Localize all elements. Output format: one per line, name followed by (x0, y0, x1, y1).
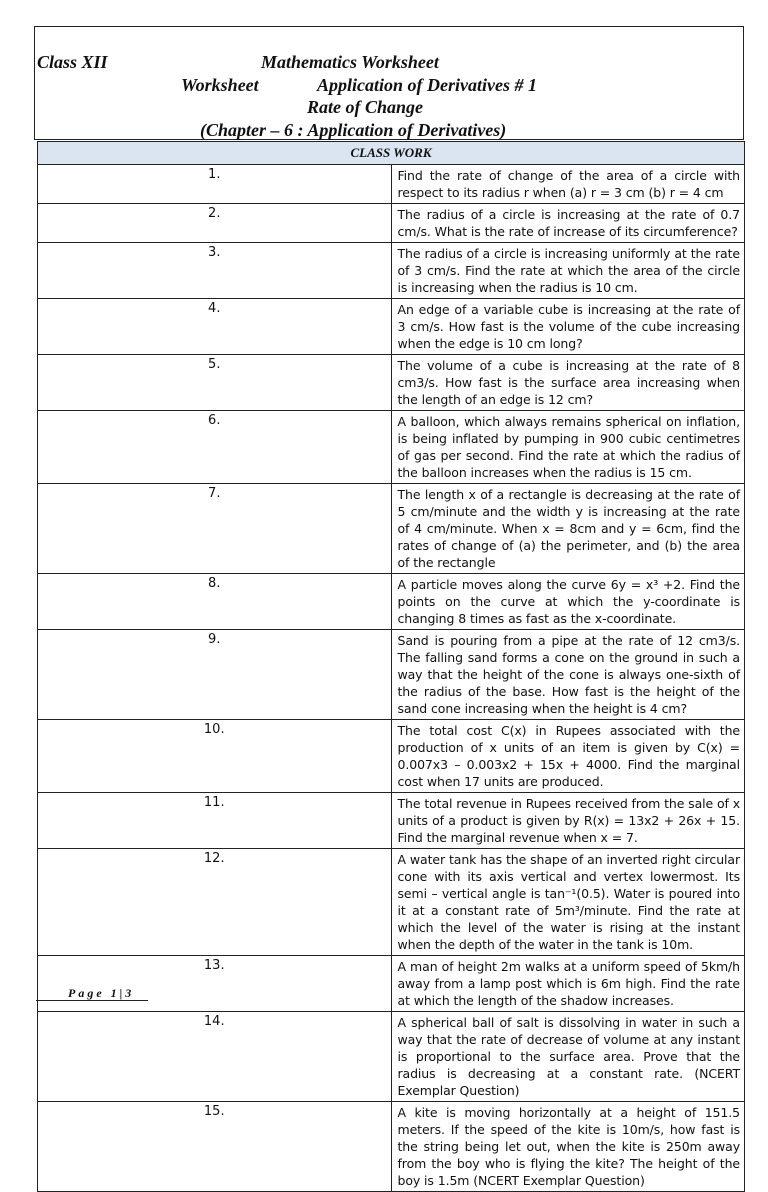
question-text: A particle moves along the curve 6y = x³ +2. Find the points on the curve at which the y-coordinate is changing 8 times as fast as the x-coordinate. (391, 574, 745, 630)
chapter-title: (Chapter – 6 : Application of Derivatives) (200, 120, 507, 140)
question-text: The length x of a rectangle is decreasing at the rate of 5 cm/minute and the width y is increasing at the rate of 4 cm/minute. When x = 8cm and y = 6cm, find the rates of change of (a) the perimeter, and (b) the area of the rectangle (391, 484, 745, 574)
question-number: 6. (38, 411, 392, 484)
questions-table (37, 141, 745, 1192)
worksheet-title: Mathematics Worksheet (261, 52, 439, 72)
question-row (38, 574, 745, 630)
worksheet-label: Worksheet (181, 75, 259, 95)
topic-title: Rate of Change (307, 97, 424, 117)
question-number: 10. (38, 720, 392, 793)
question-text: A kite is moving horizontally at a height of 151.5 meters. If the speed of the kite is 10m/s, how fast is the string being let out, when the kite is 250m away from the boy who is flying the kite? The height of the boy is 1.5m (NCERT Exemplar Question) (391, 1102, 745, 1192)
question-row (38, 1102, 745, 1192)
question-text: The volume of a cube is increasing at the rate of 8 cm3/s. How fast is the surface area increasing when the length of an edge is 12 cm? (391, 355, 745, 411)
question-number: 8. (38, 574, 392, 630)
question-row (38, 793, 745, 849)
section-title: CLASS WORK (38, 142, 745, 165)
question-text: An edge of a variable cube is increasing at the rate of 3 cm/s. How fast is the volume of the cube increasing when the edge is 10 cm long? (391, 299, 745, 355)
question-number: 12. (38, 849, 392, 956)
worksheet-subtitle: Application of Derivatives # 1 (317, 75, 537, 95)
question-row (38, 956, 745, 1012)
question-text: A man of height 2m walks at a uniform speed of 5km/h away from a lamp post which is 6m high. Find the rate at which the length of the shadow increases. (391, 956, 745, 1012)
question-row (38, 165, 745, 204)
question-text: A spherical ball of salt is dissolving in water in such a way that the rate of decrease of volume at any instant is proportional to the surface area. Prove that the radius is decreasing at a constant rate. (NCERT Exemplar Question) (391, 1012, 745, 1102)
worksheet-header (34, 26, 744, 140)
question-text: The total revenue in Rupees received from the sale of x units of a product is given by R(x) = 13x2 + 26x + 15. Find the marginal revenue when x = 7. (391, 793, 745, 849)
question-row (38, 630, 745, 720)
question-number: 1. (38, 165, 392, 204)
question-text: A balloon, which always remains spherical on inflation, is being inflated by pumping in 900 cubic centimetres of gas per second. Find the rate at which the radius of the balloon increases when the radius is 15 cm. (391, 411, 745, 484)
section-header-row (38, 142, 745, 165)
question-row (38, 484, 745, 574)
question-number: 13. (38, 956, 392, 1012)
question-number: 4. (38, 299, 392, 355)
question-text: The total cost C(x) in Rupees associated with the production of x units of an item is given by C(x) = 0.007x3 – 0.003x2 + 15x + 4000. Find the marginal cost when 17 units are produced. (391, 720, 745, 793)
question-row (38, 204, 745, 243)
question-number: 7. (38, 484, 392, 574)
question-row (38, 243, 745, 299)
question-row (38, 411, 745, 484)
question-row (38, 849, 745, 956)
question-text: Sand is pouring from a pipe at the rate of 12 cm3/s. The falling sand forms a cone on the ground in such a way that the height of the cone is always one-sixth of the radius of the base. How fast is the height of the sand cone increasing when the height is 4 cm? (391, 630, 745, 720)
page-footer: Page 1|3 (36, 986, 148, 1001)
question-number: 9. (38, 630, 392, 720)
question-row (38, 355, 745, 411)
question-number: 3. (38, 243, 392, 299)
question-row (38, 720, 745, 793)
question-row (38, 299, 745, 355)
question-text: Find the rate of change of the area of a circle with respect to its radius r when (a) r = 3 cm (b) r = 4 cm (391, 165, 745, 204)
question-text: The radius of a circle is increasing at the rate of 0.7 cm/s. What is the rate of increase of its circumference? (391, 204, 745, 243)
question-number: 5. (38, 355, 392, 411)
question-row (38, 1012, 745, 1102)
question-number: 11. (38, 793, 392, 849)
question-number: 15. (38, 1102, 392, 1192)
class-label: Class XII (37, 52, 108, 72)
question-text: A water tank has the shape of an inverted right circular cone with its axis vertical and vertex lowermost. Its semi – vertical angle is tan⁻¹(0.5). Water is poured into it at a constant rate of 5m³/minute. Find the rate at which the level of the water is rising at the instant when the depth of the water in the tank is 10m. (391, 849, 745, 956)
question-text: The radius of a circle is increasing uniformly at the rate of 3 cm/s. Find the rate at which the area of the circle is increasing when the radius is 10 cm. (391, 243, 745, 299)
question-number: 14. (38, 1012, 392, 1102)
question-number: 2. (38, 204, 392, 243)
